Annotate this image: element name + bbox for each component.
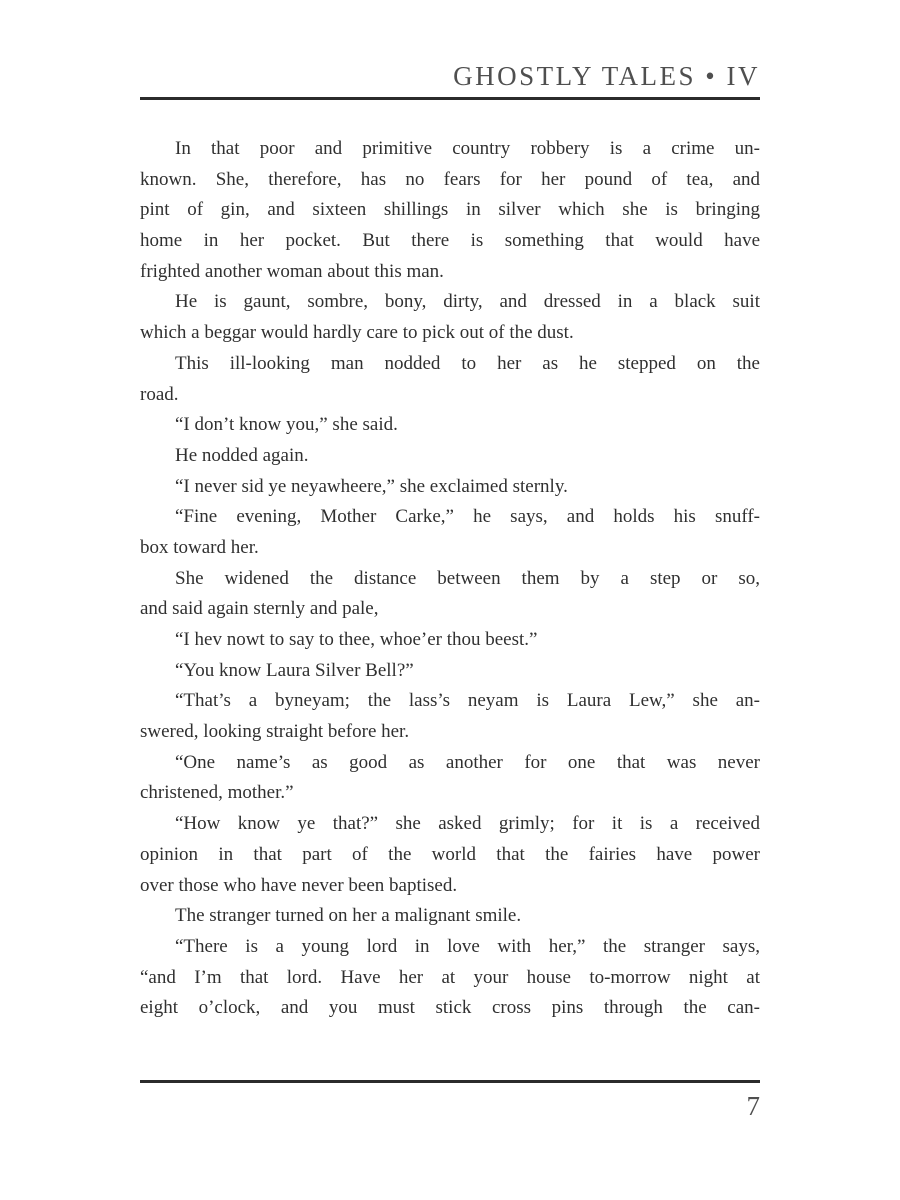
- text-line: He is gaunt, sombre, bony, dirty, and dressed in a black suit: [175, 291, 760, 313]
- text-line: swered, looking straight before her.: [140, 721, 410, 743]
- paragraph: [140, 349, 760, 410]
- header-rule: [140, 97, 760, 100]
- text-line: “I never sid ye neyawheere,” she exclaimed sternly.: [175, 475, 568, 497]
- text-line: “I don’t know you,” she said.: [175, 414, 398, 436]
- paragraph: [140, 410, 760, 441]
- text-line: “I hev nowt to say to thee, whoe’er thou beest.”: [175, 629, 538, 650]
- text-line: “There is a young lord in love with her,” the stranger says,: [175, 935, 760, 957]
- running-head-title: GHOSTLY TALES • IV: [453, 61, 760, 91]
- text-line: “That’s a byneyam; the lass’s neyam is Laura Lew,” she an-: [175, 690, 760, 712]
- text-line: and said again sternly and pale,: [140, 598, 379, 620]
- text-line: road.: [140, 383, 179, 405]
- text-line: “One name’s as good as another for one that was never: [175, 751, 760, 773]
- text-line: “How know ye that?” she asked grimly; for it is a received: [175, 813, 760, 835]
- text-line: opinion in that part of the world that the fairies have power: [140, 843, 760, 865]
- text-line: over those who have never been baptised.: [140, 874, 458, 896]
- page-footer: [140, 1080, 760, 1123]
- paragraph: [140, 441, 760, 472]
- paragraph: [140, 472, 760, 503]
- page-number: 7: [746, 1091, 760, 1121]
- text-line: pint of gin, and sixteen shillings in silver which she is bringing: [140, 199, 760, 221]
- text-line: He nodded again.: [175, 444, 309, 466]
- text-line: She widened the distance between them by a step or so,: [175, 567, 760, 589]
- paragraph: [140, 656, 760, 687]
- paragraph: [140, 901, 760, 932]
- text-line: “Fine evening, Mother Carke,” he says, and holds his snuff-: [175, 506, 760, 528]
- paragraph: [140, 809, 760, 901]
- paragraph: [140, 287, 760, 348]
- paragraph: [140, 564, 760, 625]
- paragraph: [140, 502, 760, 563]
- text-line: known. She, therefore, has no fears for her pound of tea, and: [140, 168, 760, 190]
- paragraph: [140, 686, 760, 747]
- text-line: “and I’m that lord. Have her at your house to-morrow night at: [140, 966, 760, 988]
- text-line: which a beggar would hardly care to pick out of the dust.: [140, 322, 574, 344]
- text-line: home in her pocket. But there is something that would have: [140, 230, 760, 252]
- text-block: [140, 134, 760, 1024]
- text-line: frighted another woman about this man.: [140, 260, 444, 282]
- text-line: box toward her.: [140, 536, 259, 558]
- text-line: In that poor and primitive country robbery is a crime un-: [175, 138, 760, 159]
- paragraph: [140, 748, 760, 809]
- paragraph: [140, 625, 760, 656]
- paragraph: [140, 134, 760, 287]
- text-line: eight o’clock, and you must stick cross pins through the can-: [140, 997, 760, 1019]
- text-line: “You know Laura Silver Bell?”: [175, 659, 414, 681]
- text-line: This ill-looking man nodded to her as he stepped on the: [175, 352, 760, 374]
- page-header: [140, 58, 760, 108]
- text-line: christened, mother.”: [140, 782, 294, 804]
- paragraph: [140, 932, 760, 1024]
- text-line: The stranger turned on her a malignant smile.: [175, 905, 522, 927]
- footer-rule: [140, 1080, 760, 1083]
